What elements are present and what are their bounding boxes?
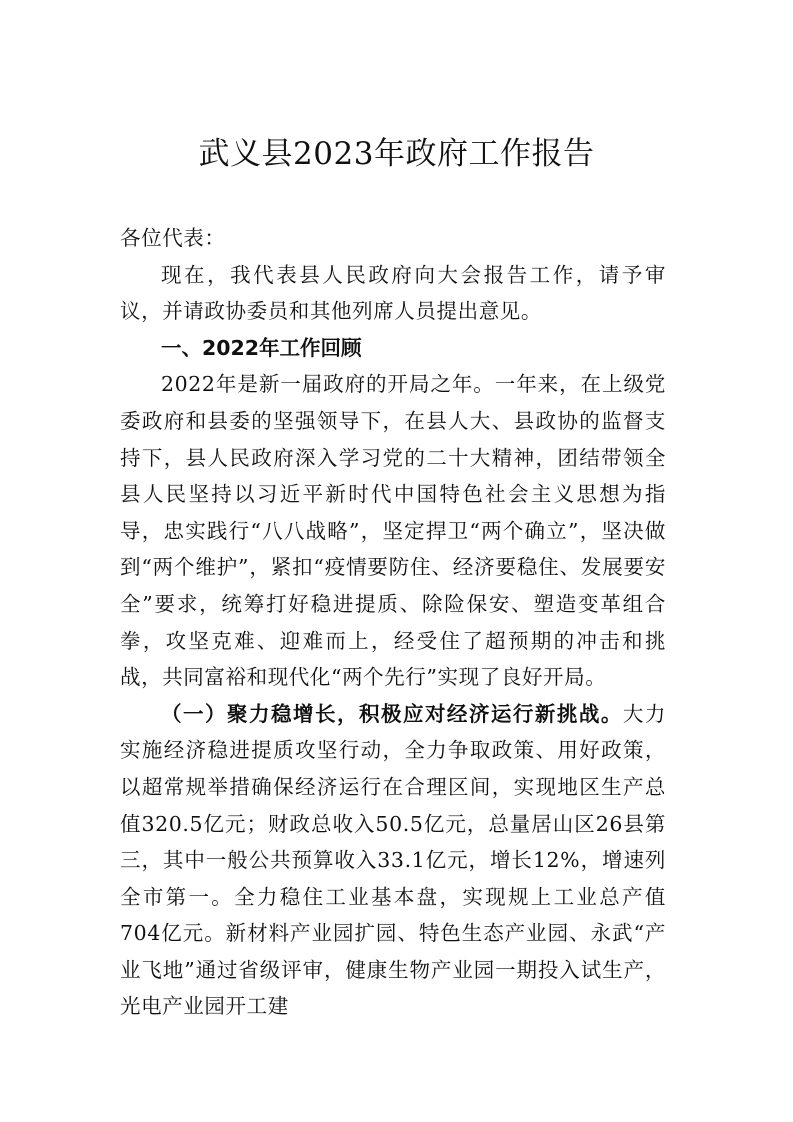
intro-paragraph: 现在，我代表县人民政府向大会报告工作，请予审议，并请政协委员和其他列席人员提出意见。	[120, 262, 666, 324]
review-paragraph: 2022年是新一届政府的开局之年。一年来，在上级党委政府和县委的坚强领导下，在县人大、县政协的监督支持下，县人民政府深入学习党的二十大精神，团结带领全县人民坚持以习近平新时代中国特色社会主义思想为指导，忠实践行“八八战略”，坚定捍卫“两个确立”，坚决做到“两个维护”，紧扣“疫情要防住、经济要稳住、发展要安全”要求，统筹打好稳进提质、除险保安、塑造变革组合拳，攻坚克难、迎难而上，经受住了超预期的冲击和挑战，共同富裕和现代化“两个先行”实现了良好开局。	[120, 372, 666, 690]
salutation: 各位代表：	[120, 226, 226, 250]
document-body	[120, 220, 666, 1025]
subsection-lead: （一）聚力稳增长，积极应对经济运行新挑战。	[161, 701, 623, 726]
subsection-paragraph	[120, 696, 666, 1025]
page-title: 武义县2023年政府工作报告	[198, 136, 595, 172]
section-heading: 一、2022年工作回顾	[161, 335, 362, 360]
subsection-text: 大力实施经济稳进提质攻坚行动，全力争取政策、用好政策，以超常规举措确保经济运行在合理区间，实现地区生产总值320.5亿元；财政总收入50.5亿元，总量居山区26县第三，其中一般公共预算收入33.1亿元，增长12%，增速列全市第一。全力稳住工业基本盘，实现规上工业总产值704亿元。新材料产业园扩园、特色生态产业园、永武“产业飞地”通过省级评审，健康生物产业园一期投入试生产，光电产业园开工建	[120, 701, 667, 1019]
